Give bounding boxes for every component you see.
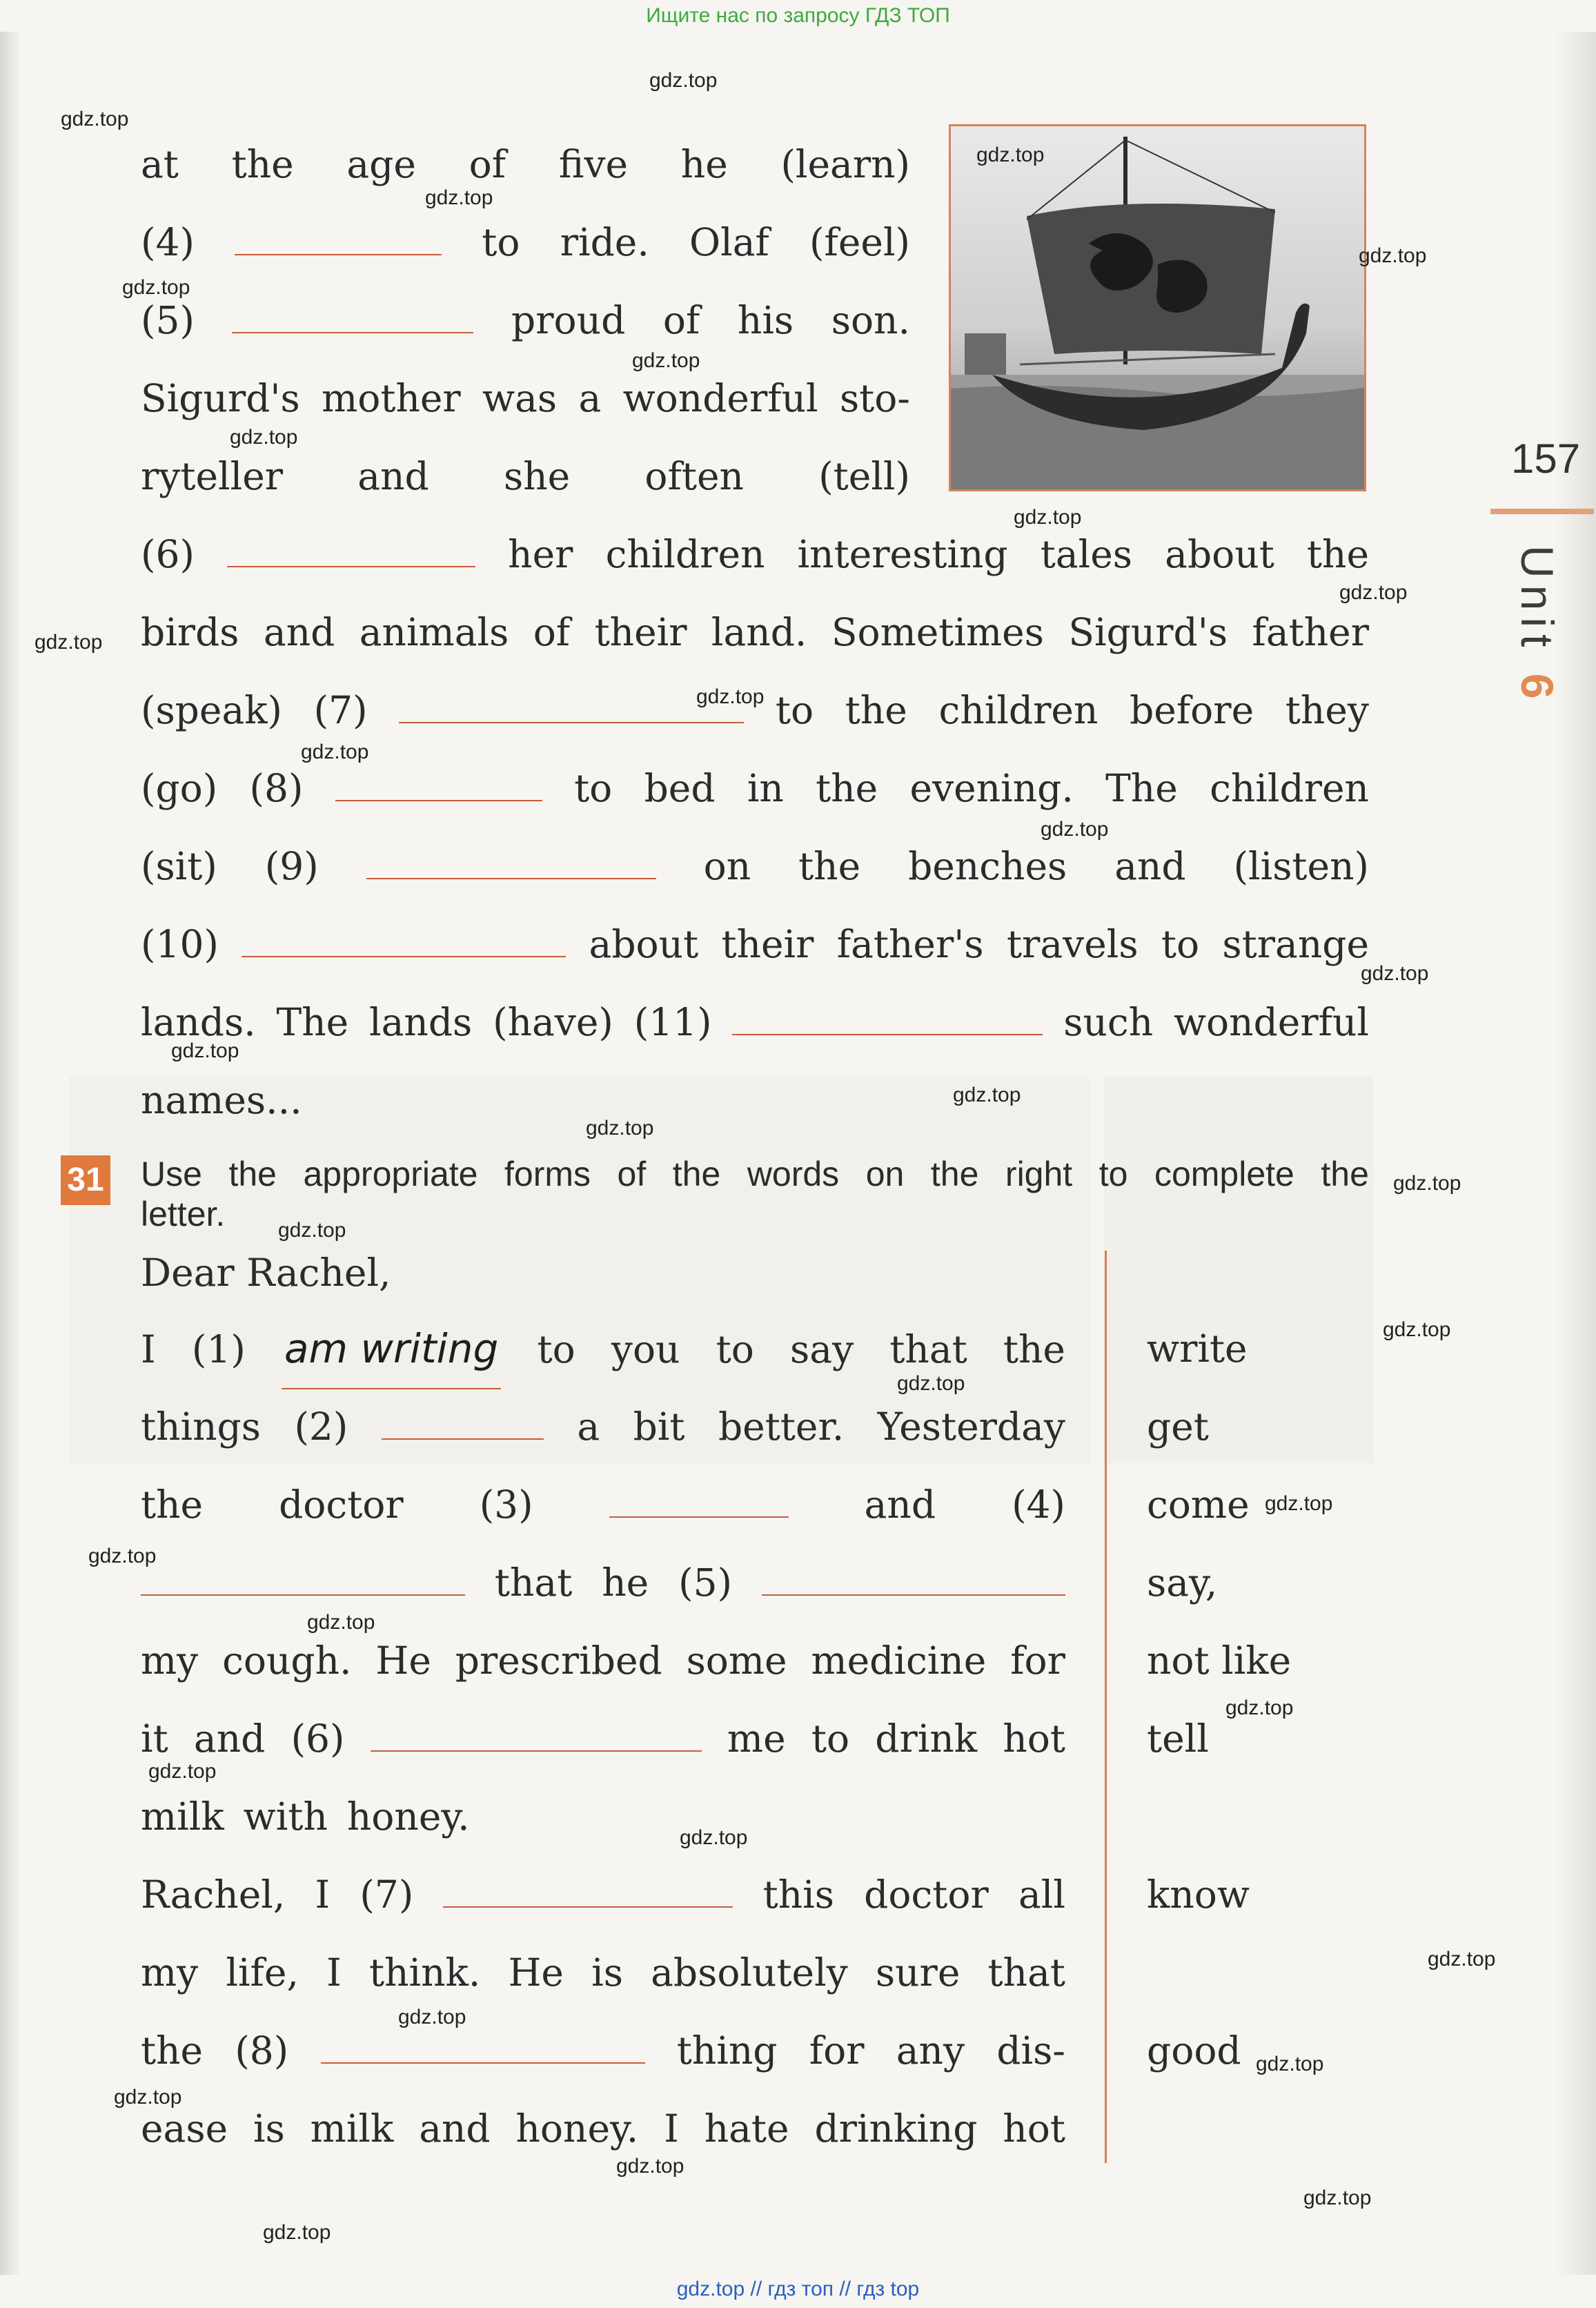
word: the bbox=[845, 688, 907, 732]
word: the bbox=[141, 1483, 204, 1527]
watermark: gdz.top bbox=[1428, 1948, 1496, 1970]
word: say bbox=[790, 1327, 854, 1371]
watermark: gdz.top bbox=[1339, 581, 1408, 604]
word: birds bbox=[141, 610, 239, 654]
unit-number: 6 bbox=[1512, 673, 1563, 706]
word: the bbox=[1003, 1327, 1065, 1371]
word: of bbox=[469, 142, 506, 186]
letter-line-10 bbox=[141, 2012, 1065, 2090]
word: names... bbox=[141, 1078, 302, 1122]
story-line-12 bbox=[141, 984, 1369, 1062]
top-banner[interactable]: Ищите нас по запросу ГДЗ ТОП bbox=[646, 4, 950, 27]
word: before bbox=[1130, 688, 1254, 732]
gap-number: (5) bbox=[678, 1561, 733, 1605]
word: on bbox=[865, 1155, 905, 1193]
watermark: gdz.top bbox=[1014, 506, 1082, 529]
word: I bbox=[141, 1327, 156, 1371]
word: lands. bbox=[141, 1000, 256, 1044]
word: to bbox=[482, 220, 520, 264]
gap-number: (6) bbox=[141, 532, 195, 576]
word: and bbox=[419, 2106, 491, 2151]
word: and bbox=[864, 1483, 936, 1527]
word: hot bbox=[1003, 2106, 1065, 2151]
word: sto- bbox=[839, 376, 910, 420]
watermark: gdz.top bbox=[278, 1219, 346, 1242]
word: the bbox=[798, 844, 861, 888]
word: the bbox=[141, 2028, 204, 2073]
story-line-7 bbox=[141, 594, 1369, 672]
word: appropriate bbox=[303, 1155, 478, 1193]
word: is bbox=[253, 2106, 285, 2151]
word: and bbox=[1114, 844, 1186, 888]
word: lands bbox=[369, 1000, 473, 1044]
gap-number: (10) bbox=[141, 922, 219, 966]
watermark: gdz.top bbox=[649, 69, 718, 92]
verb-hint: (sit) bbox=[141, 844, 217, 888]
watermark: gdz.top bbox=[425, 186, 493, 209]
word: they bbox=[1285, 688, 1369, 732]
answer-blank-10[interactable] bbox=[242, 915, 566, 957]
gap-number: (2) bbox=[294, 1405, 348, 1449]
word: to bbox=[1161, 922, 1200, 966]
word: I bbox=[326, 1950, 342, 1995]
word: with bbox=[243, 1794, 328, 1839]
word: ride. bbox=[560, 220, 649, 264]
watermark: gdz.top bbox=[230, 426, 298, 449]
word: bed bbox=[644, 766, 716, 810]
word: the bbox=[228, 1155, 277, 1193]
exercise-number-badge: 31 bbox=[61, 1155, 110, 1205]
word: all bbox=[1018, 1872, 1065, 1917]
word: of bbox=[533, 610, 571, 654]
right-word-2: get bbox=[1147, 1405, 1209, 1449]
watermark: gdz.top bbox=[1256, 2053, 1324, 2075]
word: their bbox=[721, 922, 814, 966]
unit-tab bbox=[1512, 545, 1564, 732]
answer-blank-8[interactable] bbox=[335, 759, 542, 801]
word: for bbox=[809, 2028, 865, 2073]
gap-number: (7) bbox=[313, 688, 368, 732]
word: to bbox=[716, 1327, 754, 1371]
word: my bbox=[141, 1950, 199, 1995]
word: me bbox=[727, 1717, 786, 1761]
letter-line-2 bbox=[141, 1388, 1065, 1466]
answer-blank-4[interactable] bbox=[235, 213, 442, 255]
verb-hint: (speak) bbox=[141, 688, 283, 732]
watermark: gdz.top bbox=[61, 108, 129, 130]
right-word-7: know bbox=[1147, 1872, 1250, 1917]
word: the bbox=[672, 1155, 721, 1193]
answer-blank-3[interactable] bbox=[609, 1475, 789, 1518]
letter-line-6 bbox=[141, 1700, 1065, 1778]
answer-blank-6-letter[interactable] bbox=[371, 1709, 702, 1752]
page-fold-shadow bbox=[0, 32, 21, 2275]
word: mother bbox=[322, 376, 461, 420]
word: my bbox=[141, 1639, 199, 1683]
greeting-text: Dear Rachel, bbox=[141, 1251, 391, 1295]
word: to bbox=[775, 688, 814, 732]
letter-line-11 bbox=[141, 2090, 1065, 2168]
word: and bbox=[357, 454, 429, 498]
letter-line-3 bbox=[141, 1466, 1065, 1544]
right-word-5: not like bbox=[1147, 1639, 1292, 1683]
watermark: gdz.top bbox=[696, 685, 765, 708]
word: a bbox=[577, 1405, 600, 1449]
word: hate bbox=[704, 2106, 789, 2151]
word: interesting bbox=[797, 532, 1008, 576]
verb-hint: (have) bbox=[493, 1000, 613, 1044]
word: He bbox=[375, 1639, 431, 1683]
word: such bbox=[1063, 1000, 1154, 1044]
viking-ship-illustration bbox=[951, 126, 1366, 491]
word: some bbox=[686, 1639, 787, 1683]
answer-blank-4-letter[interactable] bbox=[141, 1553, 465, 1596]
watermark: gdz.top bbox=[632, 349, 700, 372]
gap-number: (11) bbox=[633, 1000, 712, 1044]
word: sure bbox=[875, 1950, 960, 1995]
word: children bbox=[605, 532, 765, 576]
word: for bbox=[1010, 1639, 1065, 1683]
verb-hint: (tell) bbox=[818, 454, 910, 498]
letter-line-4 bbox=[141, 1544, 1065, 1622]
word: is bbox=[591, 1950, 623, 1995]
gap-number: (8) bbox=[235, 2028, 289, 2073]
verb-hint: (listen) bbox=[1233, 844, 1369, 888]
word: doctor bbox=[864, 1872, 989, 1917]
word: He bbox=[508, 1950, 564, 1995]
word: any bbox=[896, 2028, 965, 2073]
word: Use bbox=[141, 1155, 202, 1193]
word: he bbox=[602, 1561, 649, 1605]
gap-number: (1) bbox=[191, 1327, 246, 1371]
watermark: gdz.top bbox=[263, 2221, 331, 2244]
story-line-8 bbox=[141, 672, 1369, 750]
watermark: gdz.top bbox=[1303, 2187, 1372, 2209]
word: wonderful bbox=[1173, 1000, 1369, 1044]
word: think. bbox=[368, 1950, 481, 1995]
word: the bbox=[816, 766, 878, 810]
verb-hint: (learn) bbox=[780, 142, 910, 186]
answer-blank-6[interactable] bbox=[227, 525, 475, 567]
story-line-6 bbox=[141, 516, 1369, 594]
watermark: gdz.top bbox=[616, 2155, 684, 2178]
word: the bbox=[1321, 1155, 1369, 1193]
word: The bbox=[1105, 766, 1178, 810]
letter-greeting bbox=[141, 1234, 1369, 1312]
instruction-line-2: letter. bbox=[141, 1195, 226, 1233]
word: drink bbox=[875, 1717, 978, 1761]
gap-number: (4) bbox=[1012, 1483, 1065, 1527]
word: children bbox=[1210, 766, 1369, 810]
word: of bbox=[662, 298, 700, 342]
word: drinking bbox=[814, 2106, 978, 2151]
word: benches bbox=[908, 844, 1067, 888]
word: strange bbox=[1222, 922, 1369, 966]
watermark: gdz.top bbox=[301, 741, 369, 763]
watermark: gdz.top bbox=[148, 1760, 217, 1783]
word: Rachel, bbox=[141, 1872, 286, 1917]
watermark: gdz.top bbox=[976, 144, 1045, 166]
word: wonderful bbox=[622, 376, 818, 420]
right-word-3: come bbox=[1147, 1483, 1250, 1527]
word: was bbox=[482, 376, 558, 420]
word: the bbox=[231, 142, 294, 186]
word: ease bbox=[141, 2106, 228, 2151]
story-line-3 bbox=[141, 282, 910, 360]
right-word-1: write bbox=[1147, 1327, 1248, 1371]
word: to bbox=[574, 766, 613, 810]
word: absolutely bbox=[651, 1950, 848, 1995]
word: in bbox=[747, 766, 784, 810]
watermark: gdz.top bbox=[1225, 1696, 1294, 1719]
word: prescribed bbox=[455, 1639, 662, 1683]
watermark: gdz.top bbox=[171, 1039, 239, 1062]
word: Sigurd's bbox=[1068, 610, 1228, 654]
word: milk bbox=[310, 2106, 394, 2151]
word: words bbox=[747, 1155, 840, 1193]
word: dis- bbox=[996, 2028, 1065, 2073]
word: evening. bbox=[909, 766, 1074, 810]
watermark: gdz.top bbox=[1359, 244, 1427, 267]
word: her bbox=[508, 532, 573, 576]
word: at bbox=[141, 142, 179, 186]
word: honey. bbox=[515, 2106, 639, 2151]
story-line-10 bbox=[141, 828, 1369, 906]
word: children bbox=[938, 688, 1099, 732]
word: I bbox=[315, 1872, 331, 1917]
word: about bbox=[1165, 532, 1274, 576]
word: bit bbox=[633, 1405, 685, 1449]
story-line-2 bbox=[141, 204, 910, 282]
letter-line-5 bbox=[141, 1622, 1065, 1700]
word: forms bbox=[504, 1155, 591, 1193]
word: she bbox=[503, 454, 571, 498]
word: their bbox=[594, 610, 687, 654]
word: doctor bbox=[279, 1483, 404, 1527]
gap-number: (8) bbox=[249, 766, 304, 810]
handwritten-answer-1[interactable]: am writing bbox=[282, 1310, 501, 1389]
word: things bbox=[141, 1405, 261, 1449]
watermark: gdz.top bbox=[88, 1545, 157, 1567]
watermark: gdz.top bbox=[114, 2086, 182, 2109]
word: tales bbox=[1040, 532, 1133, 576]
word: of bbox=[617, 1155, 647, 1193]
answer-blank-2[interactable] bbox=[382, 1397, 544, 1440]
instruction-line-1 bbox=[141, 1154, 1369, 1194]
gap-number: (7) bbox=[359, 1872, 414, 1917]
word: to bbox=[1099, 1155, 1128, 1193]
word: this bbox=[762, 1872, 834, 1917]
answer-blank-5[interactable] bbox=[232, 291, 473, 333]
answer-blank-8-letter[interactable] bbox=[321, 2021, 645, 2064]
word: father bbox=[1252, 610, 1369, 654]
word: that bbox=[494, 1561, 573, 1605]
gap-number: (3) bbox=[479, 1483, 533, 1527]
watermark: gdz.top bbox=[1361, 962, 1429, 985]
unit-word: Unit bbox=[1512, 545, 1563, 654]
watermark: gdz.top bbox=[680, 1826, 748, 1849]
word: often bbox=[644, 454, 744, 498]
watermark: gdz.top bbox=[897, 1372, 965, 1395]
right-word-4: say, bbox=[1147, 1561, 1218, 1605]
word: The bbox=[276, 1000, 349, 1044]
watermark: gdz.top bbox=[1265, 1492, 1333, 1515]
word: land. bbox=[711, 610, 807, 654]
word: I bbox=[664, 2106, 679, 2151]
story-line-1 bbox=[141, 126, 910, 204]
answer-blank-7-letter[interactable] bbox=[443, 1865, 733, 1908]
verb-hint: (go) bbox=[141, 766, 218, 810]
answer-blank-7[interactable] bbox=[399, 681, 744, 723]
word: it bbox=[141, 1717, 168, 1761]
word: age bbox=[346, 142, 416, 186]
word: son. bbox=[831, 298, 910, 342]
column-divider bbox=[1105, 1251, 1107, 2163]
story-line-13 bbox=[141, 1062, 1369, 1140]
word: the bbox=[1306, 532, 1369, 576]
word: milk bbox=[141, 1794, 224, 1839]
watermark: gdz.top bbox=[35, 631, 103, 654]
story-line-11 bbox=[141, 906, 1369, 984]
page-edge-shadow bbox=[1555, 32, 1596, 2275]
letter-line-9 bbox=[141, 1934, 1065, 2012]
word: proud bbox=[511, 298, 626, 342]
gap-number: (5) bbox=[141, 298, 195, 342]
word: father's bbox=[836, 922, 984, 966]
word: about bbox=[589, 922, 699, 966]
word: a bbox=[578, 376, 602, 420]
watermark: gdz.top bbox=[1383, 1318, 1451, 1341]
word: life, bbox=[226, 1950, 299, 1995]
letter-line-8 bbox=[141, 1856, 1065, 1934]
watermark: gdz.top bbox=[398, 2006, 466, 2028]
viking-ship-photo bbox=[949, 124, 1366, 491]
watermark: gdz.top bbox=[1393, 1172, 1461, 1195]
answer-blank-11[interactable] bbox=[732, 992, 1043, 1035]
word: Sometimes bbox=[831, 610, 1044, 654]
watermark: gdz.top bbox=[953, 1084, 1021, 1106]
word: he bbox=[680, 142, 728, 186]
word: honey. bbox=[346, 1794, 470, 1839]
answer-blank-9[interactable] bbox=[366, 837, 656, 879]
watermark: gdz.top bbox=[122, 276, 190, 299]
footer-links[interactable]: gdz.top // гдз топ // гдз top bbox=[676, 2278, 920, 2300]
gap-number: (9) bbox=[264, 844, 319, 888]
word: five bbox=[558, 142, 629, 186]
word: the bbox=[930, 1155, 979, 1193]
letter-line-7 bbox=[141, 1778, 1065, 1856]
word: his bbox=[737, 298, 794, 342]
word: Olaf bbox=[689, 220, 769, 264]
right-word-8: good bbox=[1147, 2028, 1241, 2073]
page-number: 157 bbox=[1511, 436, 1581, 482]
gap-number: (6) bbox=[290, 1717, 345, 1761]
word: that bbox=[987, 1950, 1065, 1995]
watermark: gdz.top bbox=[307, 1611, 375, 1634]
word: complete bbox=[1154, 1155, 1294, 1193]
word: hot bbox=[1003, 1717, 1065, 1761]
right-word-6: tell bbox=[1147, 1717, 1209, 1761]
word: and bbox=[193, 1717, 266, 1761]
word: that bbox=[889, 1327, 967, 1371]
word: travels bbox=[1006, 922, 1139, 966]
word: to bbox=[811, 1717, 850, 1761]
watermark: gdz.top bbox=[586, 1117, 654, 1140]
word: better. bbox=[718, 1405, 845, 1449]
word: animals bbox=[359, 610, 509, 654]
word: cough. bbox=[222, 1639, 352, 1683]
word: on bbox=[703, 844, 751, 888]
answer-blank-5-letter[interactable] bbox=[762, 1553, 1065, 1596]
word: Sigurd's bbox=[141, 376, 300, 420]
word: thing bbox=[676, 2028, 778, 2073]
word: to bbox=[537, 1327, 575, 1371]
word: right bbox=[1005, 1155, 1073, 1193]
verb-hint: (feel) bbox=[809, 220, 910, 264]
word: Yesterday bbox=[877, 1405, 1065, 1449]
word: ryteller bbox=[141, 454, 284, 498]
page-number-rule bbox=[1490, 509, 1594, 514]
gap-number: (4) bbox=[141, 220, 195, 264]
word: medicine bbox=[811, 1639, 987, 1683]
word: and bbox=[263, 610, 335, 654]
word: you bbox=[611, 1327, 680, 1371]
watermark: gdz.top bbox=[1041, 818, 1109, 841]
